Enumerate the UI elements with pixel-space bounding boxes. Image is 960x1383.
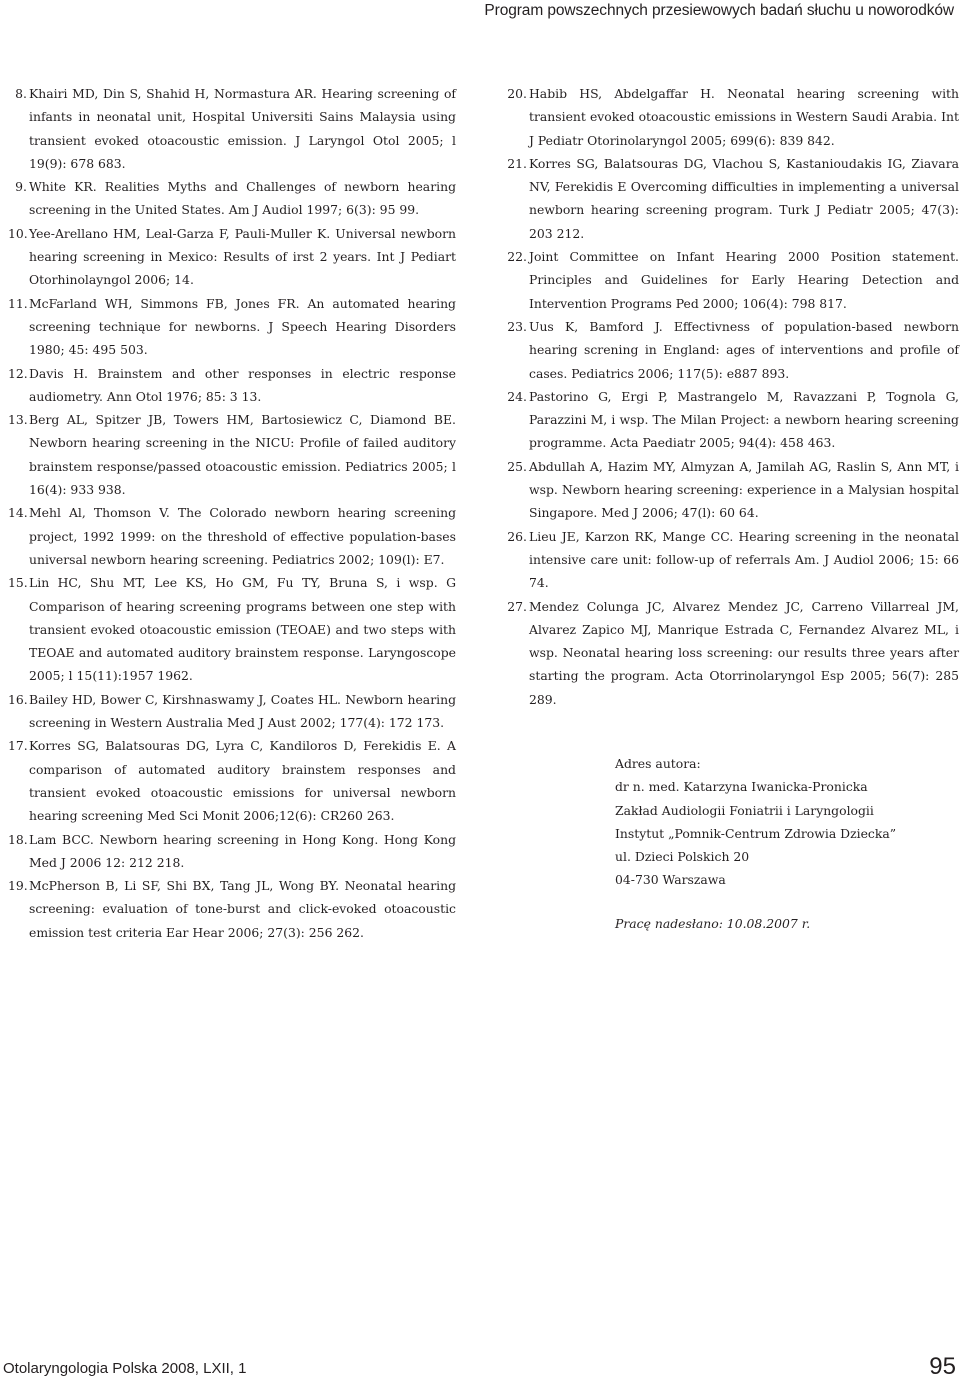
reference-number: 20. (507, 86, 527, 101)
reference-list-right (505, 82, 959, 711)
reference-number: 19. (8, 878, 28, 894)
reference-number: 11. (8, 295, 28, 311)
address-heading: Adres autora: (615, 756, 701, 771)
reference-text: Korres SG, Balatsouras DG, Vlachou S, Kastanioudakis IG, Ziavara NV, Ferekidis E Overcoming difficulties in implementing a universal newborn hearing screening program. Turk J Pediatr 2005; 47(3): 203 212. (529, 155, 959, 241)
reference-number: 18. (8, 831, 28, 847)
reference-number: 21. (507, 155, 527, 171)
reference-number: 9. (15, 179, 27, 195)
reference-item (505, 385, 959, 455)
reference-item (8, 571, 456, 687)
author-department: Zakład Audiologii Foniatrii i Laryngologii (615, 802, 874, 818)
reference-number: 12. (8, 365, 28, 381)
author-city: 04-730 Warszawa (615, 872, 726, 888)
reference-number: 10. (8, 225, 28, 241)
reference-item (505, 595, 959, 711)
reference-text: Yee-Arellano HM, Leal-Garza F, Pauli-Muller K. Universal newborn hearing screening in Mexico: Results of irst 2 years. Int J Pediart Otorhinolayngol 2006; 14. (29, 225, 456, 288)
author-institute: Instytut „Pomnik-Centrum Zdrowia Dziecka” (615, 825, 897, 841)
reference-text: Lieu JE, Karzon RK, Mange CC. Hearing screening in the neonatal intensive care unit: follow-up of referrals Am. J Audiol 2006; 15: 66 74. (529, 528, 959, 591)
reference-text: Lin HC, Shu MT, Lee KS, Ho GM, Fu TY, Bruna S, i wsp. G Comparison of hearing screening programs between one step with transient evoked otoacoustic emission (TEOAE) and two steps with TEOAE and automated auditory brainstem response. Laryngoscope 2005; l 15(11):1957 1962. (29, 575, 456, 684)
reference-item (8, 688, 456, 735)
reference-number: 16. (8, 691, 28, 707)
reference-number: 8. (15, 86, 27, 101)
reference-item (8, 292, 456, 362)
reference-number: 15. (8, 575, 28, 591)
reference-item (8, 175, 456, 222)
reference-item (505, 152, 959, 245)
reference-number: 22. (507, 249, 527, 265)
reference-number: 17. (8, 738, 28, 754)
author-address (615, 752, 896, 892)
reference-text: Davis H. Brainstem and other responses in electric response audiometry. Ann Otol 1976; 85: 3 13. (29, 365, 456, 404)
reference-item (8, 501, 456, 571)
received-date: Pracę nadesłano: 10.08.2007 r. (615, 916, 811, 931)
reference-list-left (8, 82, 456, 944)
reference-text: Mendez Colunga JC, Alvarez Mendez JC, Carreno Villarreal JM, Alvarez Zapico MJ, Manrique Estrada C, Fernandez Alvarez ML, i wsp. Neonatal hearing loss screening: our results three years after starting the program. Acta Otorrinolaryngol Esp 2005; 56(7): 285 289. (529, 598, 959, 707)
reference-text: Joint Committee on Infant Hearing 2000 Position statement. Principles and Guidelines for Early Hearing Detection and Intervention Programs Ped 2000; 106(4): 798 817. (529, 249, 959, 311)
reference-item (8, 408, 456, 501)
journal-citation: Otolaryngologia Polska 2008, LXII, 1 (3, 1360, 247, 1377)
running-title: Program powszechnych przesiewowych badań słuchu u noworodków (484, 2, 954, 19)
reference-item (8, 874, 456, 944)
reference-text: Abdullah A, Hazim MY, Almyzan A, Jamilah AG, Raslin S, Ann MT, i wsp. Newborn hearing screening: experience in a Malysian hospital Singapore. Med J 2006; 47(l): 60 64. (529, 458, 959, 521)
reference-item (505, 455, 959, 525)
reference-item (8, 222, 456, 292)
references-right-column (505, 82, 959, 711)
reference-text: Habib HS, Abdelgaffar H. Neonatal hearing screening with transient evoked otoacoustic emissions in Western Saudi Arabia. Int J Pediatr Otorinolaryngol 2005; 699(6): 839 842. (529, 86, 959, 148)
reference-number: 25. (507, 458, 527, 474)
reference-item (8, 362, 456, 409)
reference-item (505, 245, 959, 315)
reference-text: Mehl Al, Thomson V. The Colorado newborn hearing screening project, 1992 1999: on the threshold of effective population-bases universal newborn hearing screening. Pediatrics 2002; 109(l): E7. (29, 505, 456, 567)
reference-text: Pastorino G, Ergi P, Mastrangelo M, Ravazzani P, Tognola G, Parazzini M, i wsp. The Milan Project: a newborn hearing screening programme. Acta Paediatr 2005; 94(4): 458 463. (529, 388, 959, 451)
reference-number: 26. (507, 528, 527, 544)
reference-item (505, 525, 959, 595)
references-left-column (8, 82, 456, 944)
author-street: ul. Dzieci Polskich 20 (615, 849, 750, 865)
reference-number: 23. (507, 318, 527, 334)
reference-item (505, 82, 959, 152)
reference-text: Korres SG, Balatsouras DG, Lyra C, Kandiloros D, Ferekidis E. A comparison of automated auditory brainstem responses and transient evoked otoacoustic emissions for universal newborn hearing screening Med Sci Monit 2006;12(6): CR260 263. (29, 738, 456, 824)
reference-item (8, 82, 456, 175)
reference-item (8, 734, 456, 827)
author-name: dr n. med. Katarzyna Iwanicka-Pronicka (615, 779, 868, 795)
reference-number: 24. (507, 388, 527, 404)
reference-item (8, 828, 456, 875)
page-number: 95 (929, 1353, 956, 1380)
reference-text: McFarland WH, Simmons FB, Jones FR. An automated hearing screening techniąue for newborns. J Speech Hearing Disorders 1980; 45: 495 503. (29, 295, 456, 358)
reference-text: Bailey HD, Bower C, Kirshnaswamy J, Coates HL. Newborn hearing screening in Western Australia Med J Aust 2002; 177(4): 172 173. (29, 691, 456, 731)
reference-text: Lam BCC. Newborn hearing screening in Hong Kong. Hong Kong Med J 2006 12: 212 218. (29, 831, 456, 870)
reference-number: 13. (8, 412, 28, 428)
reference-number: 14. (8, 505, 28, 521)
reference-text: Berg AL, Spitzer JB, Towers HM, Bartosiewicz C, Diamond BE. Newborn hearing screening in the NICU: Profile of failed auditory brainstem response/passed otoacoustic emission. Pediatrics 2005; l 16(4): 933 938. (29, 412, 456, 498)
reference-text: Khairi MD, Din S, Shahid H, Normastura AR. Hearing screening of infants in neonatal unit, Hospital Universiti Sains Malaysia using transient evoked otoacoustic emission. J Laryngol Otol 2005; l 19(9): 678 683. (29, 86, 456, 171)
reference-text: McPherson B, Li SF, Shi BX, Tang JL, Wong BY. Neonatal hearing screening: evaluation of tone-burst and click-evoked otoacoustic emission test criteria Ear Hear 2006; 27(3): 256 262. (29, 878, 456, 940)
reference-number: 27. (507, 598, 527, 614)
reference-item (505, 315, 959, 385)
reference-text: White KR. Realities Myths and Challenges of newborn hearing screening in the United States. Am J Audiol 1997; 6(3): 95 99. (29, 179, 456, 218)
reference-text: Uus K, Bamford J. Effectivness of population-based newborn hearing screning in England: ages of interventions and profile of cases. Pediatrics 2006; 117(5): e887 893. (529, 318, 959, 381)
